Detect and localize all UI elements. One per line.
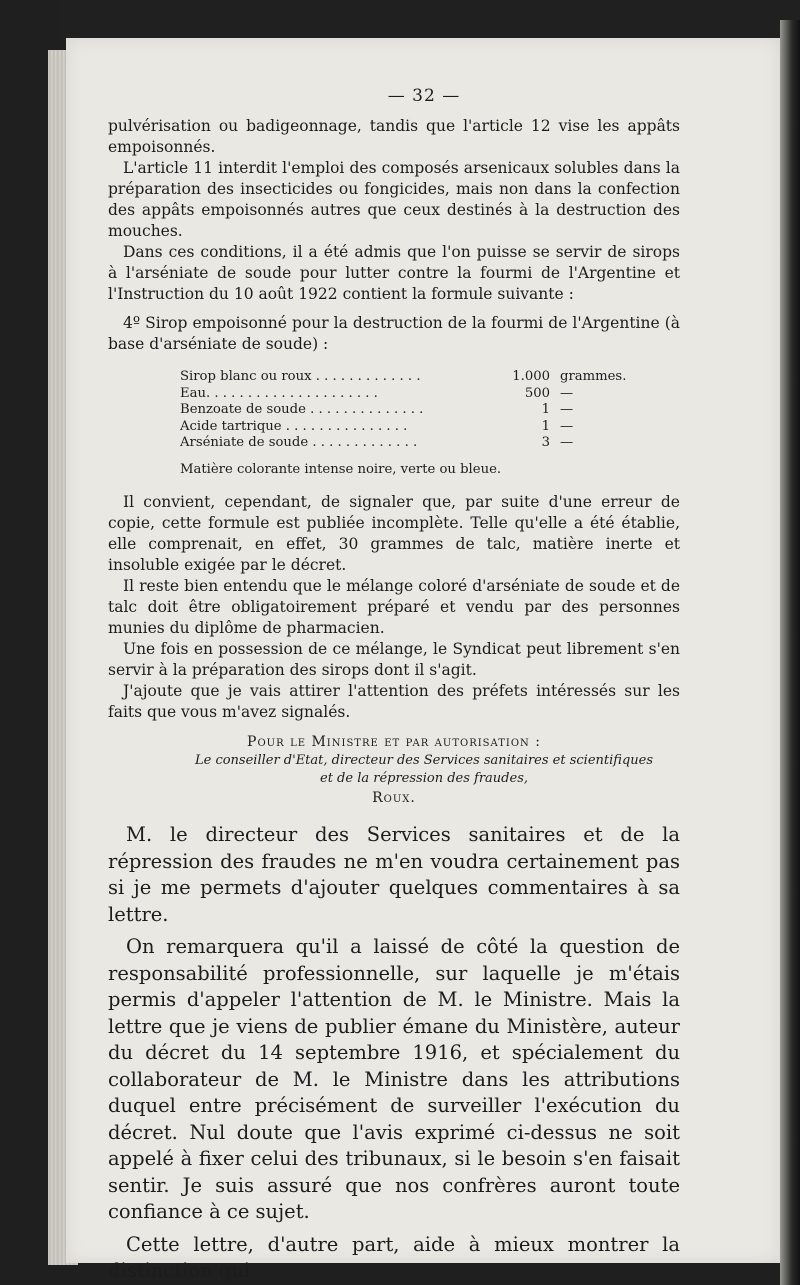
recipe-note: Matière colorante intense noire, verte ou bleue. <box>180 461 502 477</box>
paragraph: Une fois en possession de ce mélange, le Syndicat peut librement s'en servir à la préparation des sirops dont il s'agit. <box>108 640 680 679</box>
signature-name: Roux. <box>372 790 416 806</box>
recipe-unit: — <box>560 402 574 417</box>
recipe-ingredient: Eau. . . . . . . . . . . . . . . . . . . . . <box>180 385 378 401</box>
recipe-quantity: 3 <box>541 435 550 450</box>
recipe-row <box>180 402 626 419</box>
scan-right-border <box>780 20 800 1285</box>
signature-title-cont: et de la répression des fraudes, <box>320 771 528 786</box>
page-number: — 32 — <box>387 86 461 106</box>
paragraph: pulvérisation ou badigeonnage, tandis que l'article 12 vise les appâts empoisonnés. <box>108 117 680 156</box>
signature-line: Pour le Ministre et par autorisation : <box>247 734 541 750</box>
recipe-row <box>180 435 626 452</box>
recipe-ingredient: Acide tartrique . . . . . . . . . . . . . . . <box>180 418 408 434</box>
paragraph: On remarquera qu'il a laissé de côté la question de responsabilité professionnelle, sur laquelle je m'étais permis d'appeler l'attention de M. le Ministre. Mais la lettre que je viens de publier émane du Ministère, auteur du décret du 14 septembre 1916, et spécialement du collaborateur de M. le Ministre dans les attributions duquel entre précisément de surveiller l'exécution du décret. Nul doute que l'avis exprimé ci-dessus ne soit appelé à fixer celui des tribunaux, si le besoin s'en faisait sentir. Je suis assuré que nos confrères auront toute confiance à ce sujet. <box>108 935 680 1223</box>
paragraph: Il convient, cependant, de signaler que, par suite d'une erreur de copie, cette formule est publiée incomplète. Telle qu'elle a été établie, elle comprenait, en effet, 30 grammes de talc, matière inerte et insoluble exigée par le décret. <box>108 493 680 574</box>
recipe-unit: — <box>560 385 574 401</box>
recipe-unit: — <box>560 435 574 450</box>
paragraph: Dans ces conditions, il a été admis que l'on puisse se servir de sirops à l'arséniate de soude pour lutter contre la fourmi de l'Argentine et l'Instruction du 10 août 1922 contient la formule suivante : <box>108 243 680 303</box>
recipe-ingredient: Benzoate de soude . . . . . . . . . . . . . . <box>180 402 424 417</box>
paragraph: 4º Sirop empoisonné pour la destruction de la fourmi de l'Argentine (à base d'arséniate de soude) : <box>108 314 680 353</box>
signature-title: Le conseiller d'Etat, directeur des Services sanitaires et scientifiques <box>194 753 653 768</box>
paragraph: J'ajoute que je vais attirer l'attention des préfets intéressés sur les faits que vous m'avez signalés. <box>108 682 680 721</box>
small-text-block-2 <box>108 492 680 723</box>
paragraph: Cette lettre, d'autre part, aide à mieux montrer la distinction qui <box>108 1232 680 1282</box>
recipe-unit: grammes. <box>560 369 627 384</box>
recipe-row <box>180 369 626 386</box>
large-text-block <box>108 822 680 1285</box>
recipe-quantity: 1 <box>541 402 550 417</box>
recipe-quantity: 1 <box>541 418 550 434</box>
paragraph: L'article 11 interdit l'emploi des composés arsenicaux solubles dans la préparation des insecticides ou fongicides, mais non dans la confection des appâts empoisonnés autres que ceux destinés à la destruction des mouches. <box>108 159 680 240</box>
recipe-quantity: 1.000 <box>512 369 550 384</box>
recipe-row <box>180 419 626 436</box>
recipe-unit: — <box>560 418 574 434</box>
recipe-table <box>180 369 626 452</box>
paragraph: Il reste bien entendu que le mélange coloré d'arséniate de soude et de talc doit être obligatoirement préparé et vendu par des personnes munies du diplôme de pharmacien. <box>108 577 680 637</box>
page-content <box>108 86 680 1285</box>
scan-top-border <box>60 0 800 40</box>
recipe-ingredient: Sirop blanc ou roux . . . . . . . . . . . . . <box>180 369 421 384</box>
recipe-quantity: 500 <box>524 385 550 401</box>
recipe-row <box>180 386 626 403</box>
small-text-block <box>108 116 680 355</box>
paragraph: M. le directeur des Services sanitaires et de la répression des fraudes ne m'en voudra certainement pas si je me permets d'ajouter quelques commentaires à sa lettre. <box>108 823 680 926</box>
recipe-ingredient: Arséniate de soude . . . . . . . . . . . . . <box>180 435 418 450</box>
